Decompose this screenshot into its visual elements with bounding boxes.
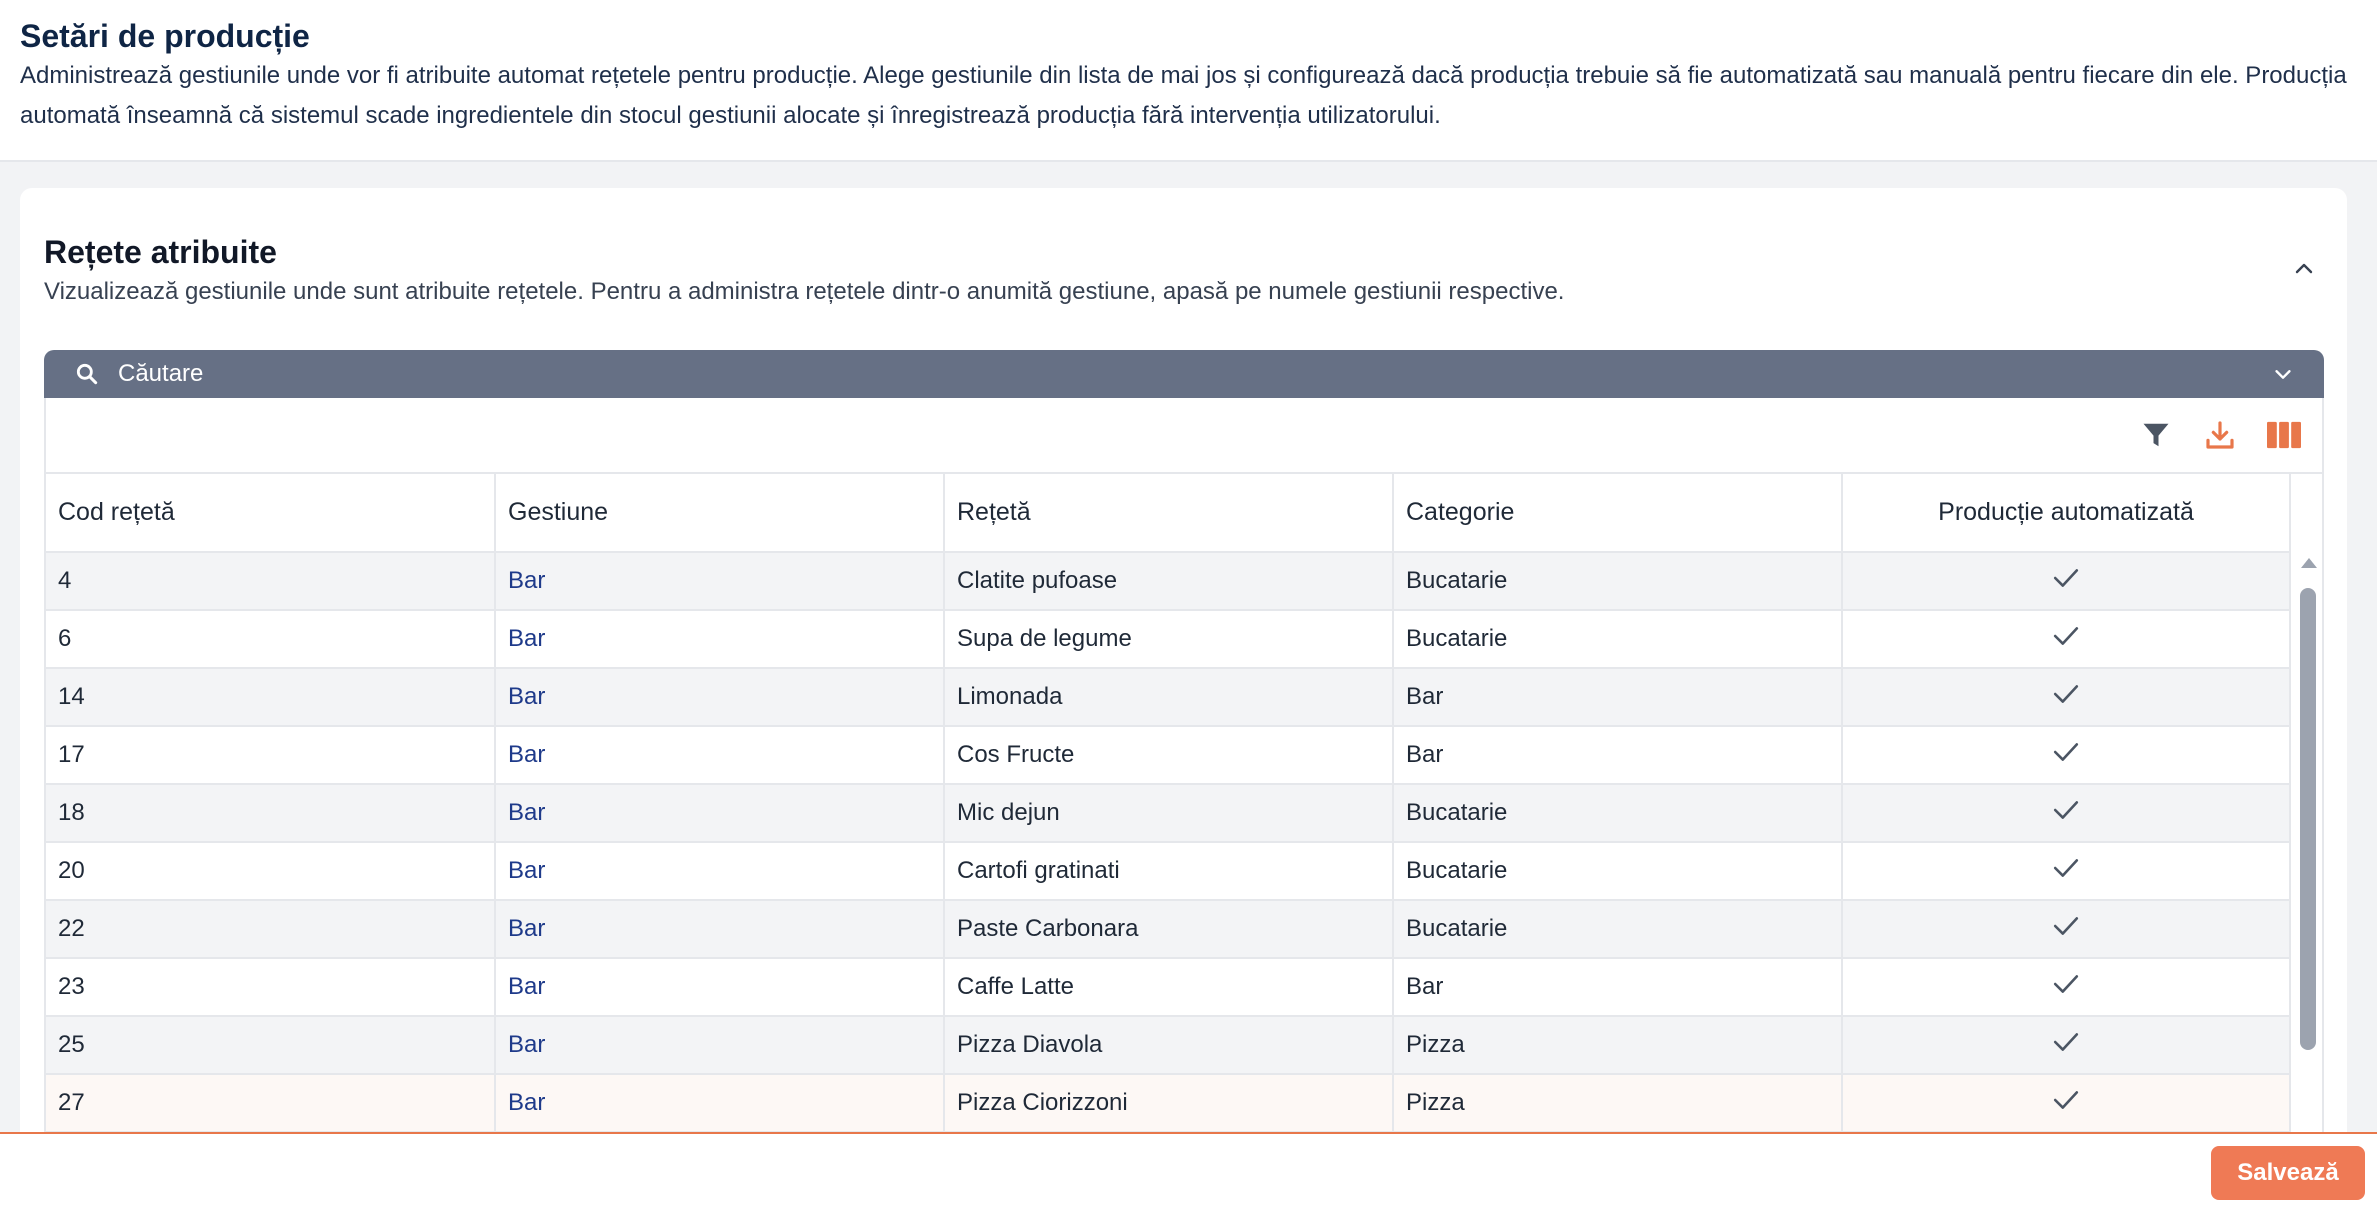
cell-recipe: Cos Fructe: [944, 726, 1393, 784]
assigned-recipes-card: [20, 188, 2347, 1214]
cell-automated: [1842, 900, 2290, 958]
table-row[interactable]: [46, 668, 2290, 726]
columns-button[interactable]: [2264, 415, 2304, 455]
check-icon: [2053, 799, 2079, 821]
cell-code: 23: [46, 958, 495, 1016]
cell-recipe: Pizza Diavola: [944, 1016, 1393, 1074]
check-icon: [2053, 567, 2079, 589]
cell-store-link[interactable]: Bar: [495, 668, 944, 726]
cell-category: Bar: [1393, 726, 1842, 784]
filter-icon: [2141, 419, 2171, 451]
cell-store-link[interactable]: Bar: [495, 784, 944, 842]
card-description: Vizualizează gestiunile unde sunt atribuite rețetele. Pentru a administra rețetele dintr-o anumită gestiune, apasă pe numele gestiunii respective.: [44, 278, 1565, 305]
table-row[interactable]: [46, 958, 2290, 1016]
download-button[interactable]: [2200, 415, 2240, 455]
columns-icon: [2267, 421, 2301, 449]
table-row[interactable]: [46, 726, 2290, 784]
card-title: Rețete atribuite: [44, 234, 277, 270]
cell-recipe: Cartofi gratinati: [944, 842, 1393, 900]
table-row[interactable]: [46, 1074, 2290, 1132]
cell-automated: [1842, 784, 2290, 842]
cell-recipe: Supa de legume: [944, 610, 1393, 668]
cell-store-link[interactable]: Bar: [495, 958, 944, 1016]
cell-store-link[interactable]: Bar: [495, 610, 944, 668]
cell-code: 4: [46, 552, 495, 610]
cell-automated: [1842, 668, 2290, 726]
table-row[interactable]: [46, 552, 2290, 610]
cell-category: Bucatarie: [1393, 900, 1842, 958]
cell-store-link[interactable]: Bar: [495, 842, 944, 900]
collapse-button[interactable]: [2287, 252, 2321, 286]
cell-code: 22: [46, 900, 495, 958]
chevron-down-icon[interactable]: [2272, 363, 2294, 385]
column-header-automated[interactable]: Producție automatizată: [1842, 474, 2290, 552]
check-icon: [2053, 1031, 2079, 1053]
table-header-row: [46, 474, 2290, 552]
cell-code: 6: [46, 610, 495, 668]
cell-store-link[interactable]: Bar: [495, 900, 944, 958]
cell-code: 20: [46, 842, 495, 900]
check-icon: [2053, 741, 2079, 763]
column-header-code[interactable]: Cod rețetă: [46, 474, 495, 552]
table-toolbar: [46, 398, 2322, 474]
cell-automated: [1842, 842, 2290, 900]
cell-store-link[interactable]: Bar: [495, 1074, 944, 1132]
table-body: [46, 552, 2290, 1132]
download-icon: [2204, 419, 2236, 451]
cell-automated: [1842, 552, 2290, 610]
check-icon: [2053, 683, 2079, 705]
recipes-table: [46, 474, 2291, 1133]
search-bar[interactable]: [44, 350, 2324, 398]
cell-automated: [1842, 610, 2290, 668]
check-icon: [2053, 973, 2079, 995]
filter-button[interactable]: [2136, 415, 2176, 455]
check-icon: [2053, 915, 2079, 937]
cell-category: Bucatarie: [1393, 610, 1842, 668]
cell-category: Bucatarie: [1393, 842, 1842, 900]
page-title: Setări de producție: [20, 18, 310, 54]
scroll-thumb[interactable]: [2300, 588, 2316, 1050]
cell-code: 25: [46, 1016, 495, 1074]
cell-code: 18: [46, 784, 495, 842]
cell-recipe: Paste Carbonara: [944, 900, 1393, 958]
cell-recipe: Limonada: [944, 668, 1393, 726]
cell-code: 27: [46, 1074, 495, 1132]
table-scrollbar[interactable]: [2298, 558, 2318, 1048]
cell-store-link[interactable]: Bar: [495, 726, 944, 784]
check-icon: [2053, 625, 2079, 647]
cell-category: Bar: [1393, 668, 1842, 726]
cell-recipe: Caffe Latte: [944, 958, 1393, 1016]
table-row[interactable]: [46, 1016, 2290, 1074]
page-description: Administrează gestiunile unde vor fi atribuite automat rețetele pentru producție. Alege gestiunile din lista de mai jos și configurează dacă producția trebuie să fie automatizată sau manuală pentru fiecare din ele. Producția automată înseamnă că sistemul scade ingredientele din stocul gestiunii alocate și înregistrează producția fără intervenția utilizatorului.: [20, 62, 2347, 129]
cell-category: Bar: [1393, 958, 1842, 1016]
table-row[interactable]: [46, 610, 2290, 668]
search-label: Căutare: [118, 360, 204, 387]
cell-automated: [1842, 958, 2290, 1016]
check-icon: [2053, 857, 2079, 879]
cell-automated: [1842, 1074, 2290, 1132]
column-header-recipe[interactable]: Rețetă: [944, 474, 1393, 552]
cell-recipe: Mic dejun: [944, 784, 1393, 842]
cell-code: 17: [46, 726, 495, 784]
cell-store-link[interactable]: Bar: [495, 1016, 944, 1074]
check-icon: [2053, 1089, 2079, 1111]
scroll-up-arrow[interactable]: [2301, 558, 2317, 568]
table-row[interactable]: [46, 842, 2290, 900]
cell-recipe: Clatite pufoase: [944, 552, 1393, 610]
page-header: [0, 0, 2377, 162]
cell-recipe: Pizza Ciorizzoni: [944, 1074, 1393, 1132]
cell-category: Bucatarie: [1393, 784, 1842, 842]
table-row[interactable]: [46, 900, 2290, 958]
cell-category: Pizza: [1393, 1074, 1842, 1132]
cell-automated: [1842, 726, 2290, 784]
column-header-store[interactable]: Gestiune: [495, 474, 944, 552]
recipes-table-container: [44, 398, 2324, 1158]
cell-automated: [1842, 1016, 2290, 1074]
save-button[interactable]: Salvează: [2211, 1146, 2365, 1200]
cell-store-link[interactable]: Bar: [495, 552, 944, 610]
search-icon: [74, 361, 100, 387]
cell-category: Bucatarie: [1393, 552, 1842, 610]
table-row[interactable]: [46, 784, 2290, 842]
cell-category: Pizza: [1393, 1016, 1842, 1074]
chevron-up-icon: [2292, 257, 2316, 281]
column-header-category[interactable]: Categorie: [1393, 474, 1842, 552]
cell-code: 14: [46, 668, 495, 726]
page-footer: [0, 1132, 2377, 1214]
